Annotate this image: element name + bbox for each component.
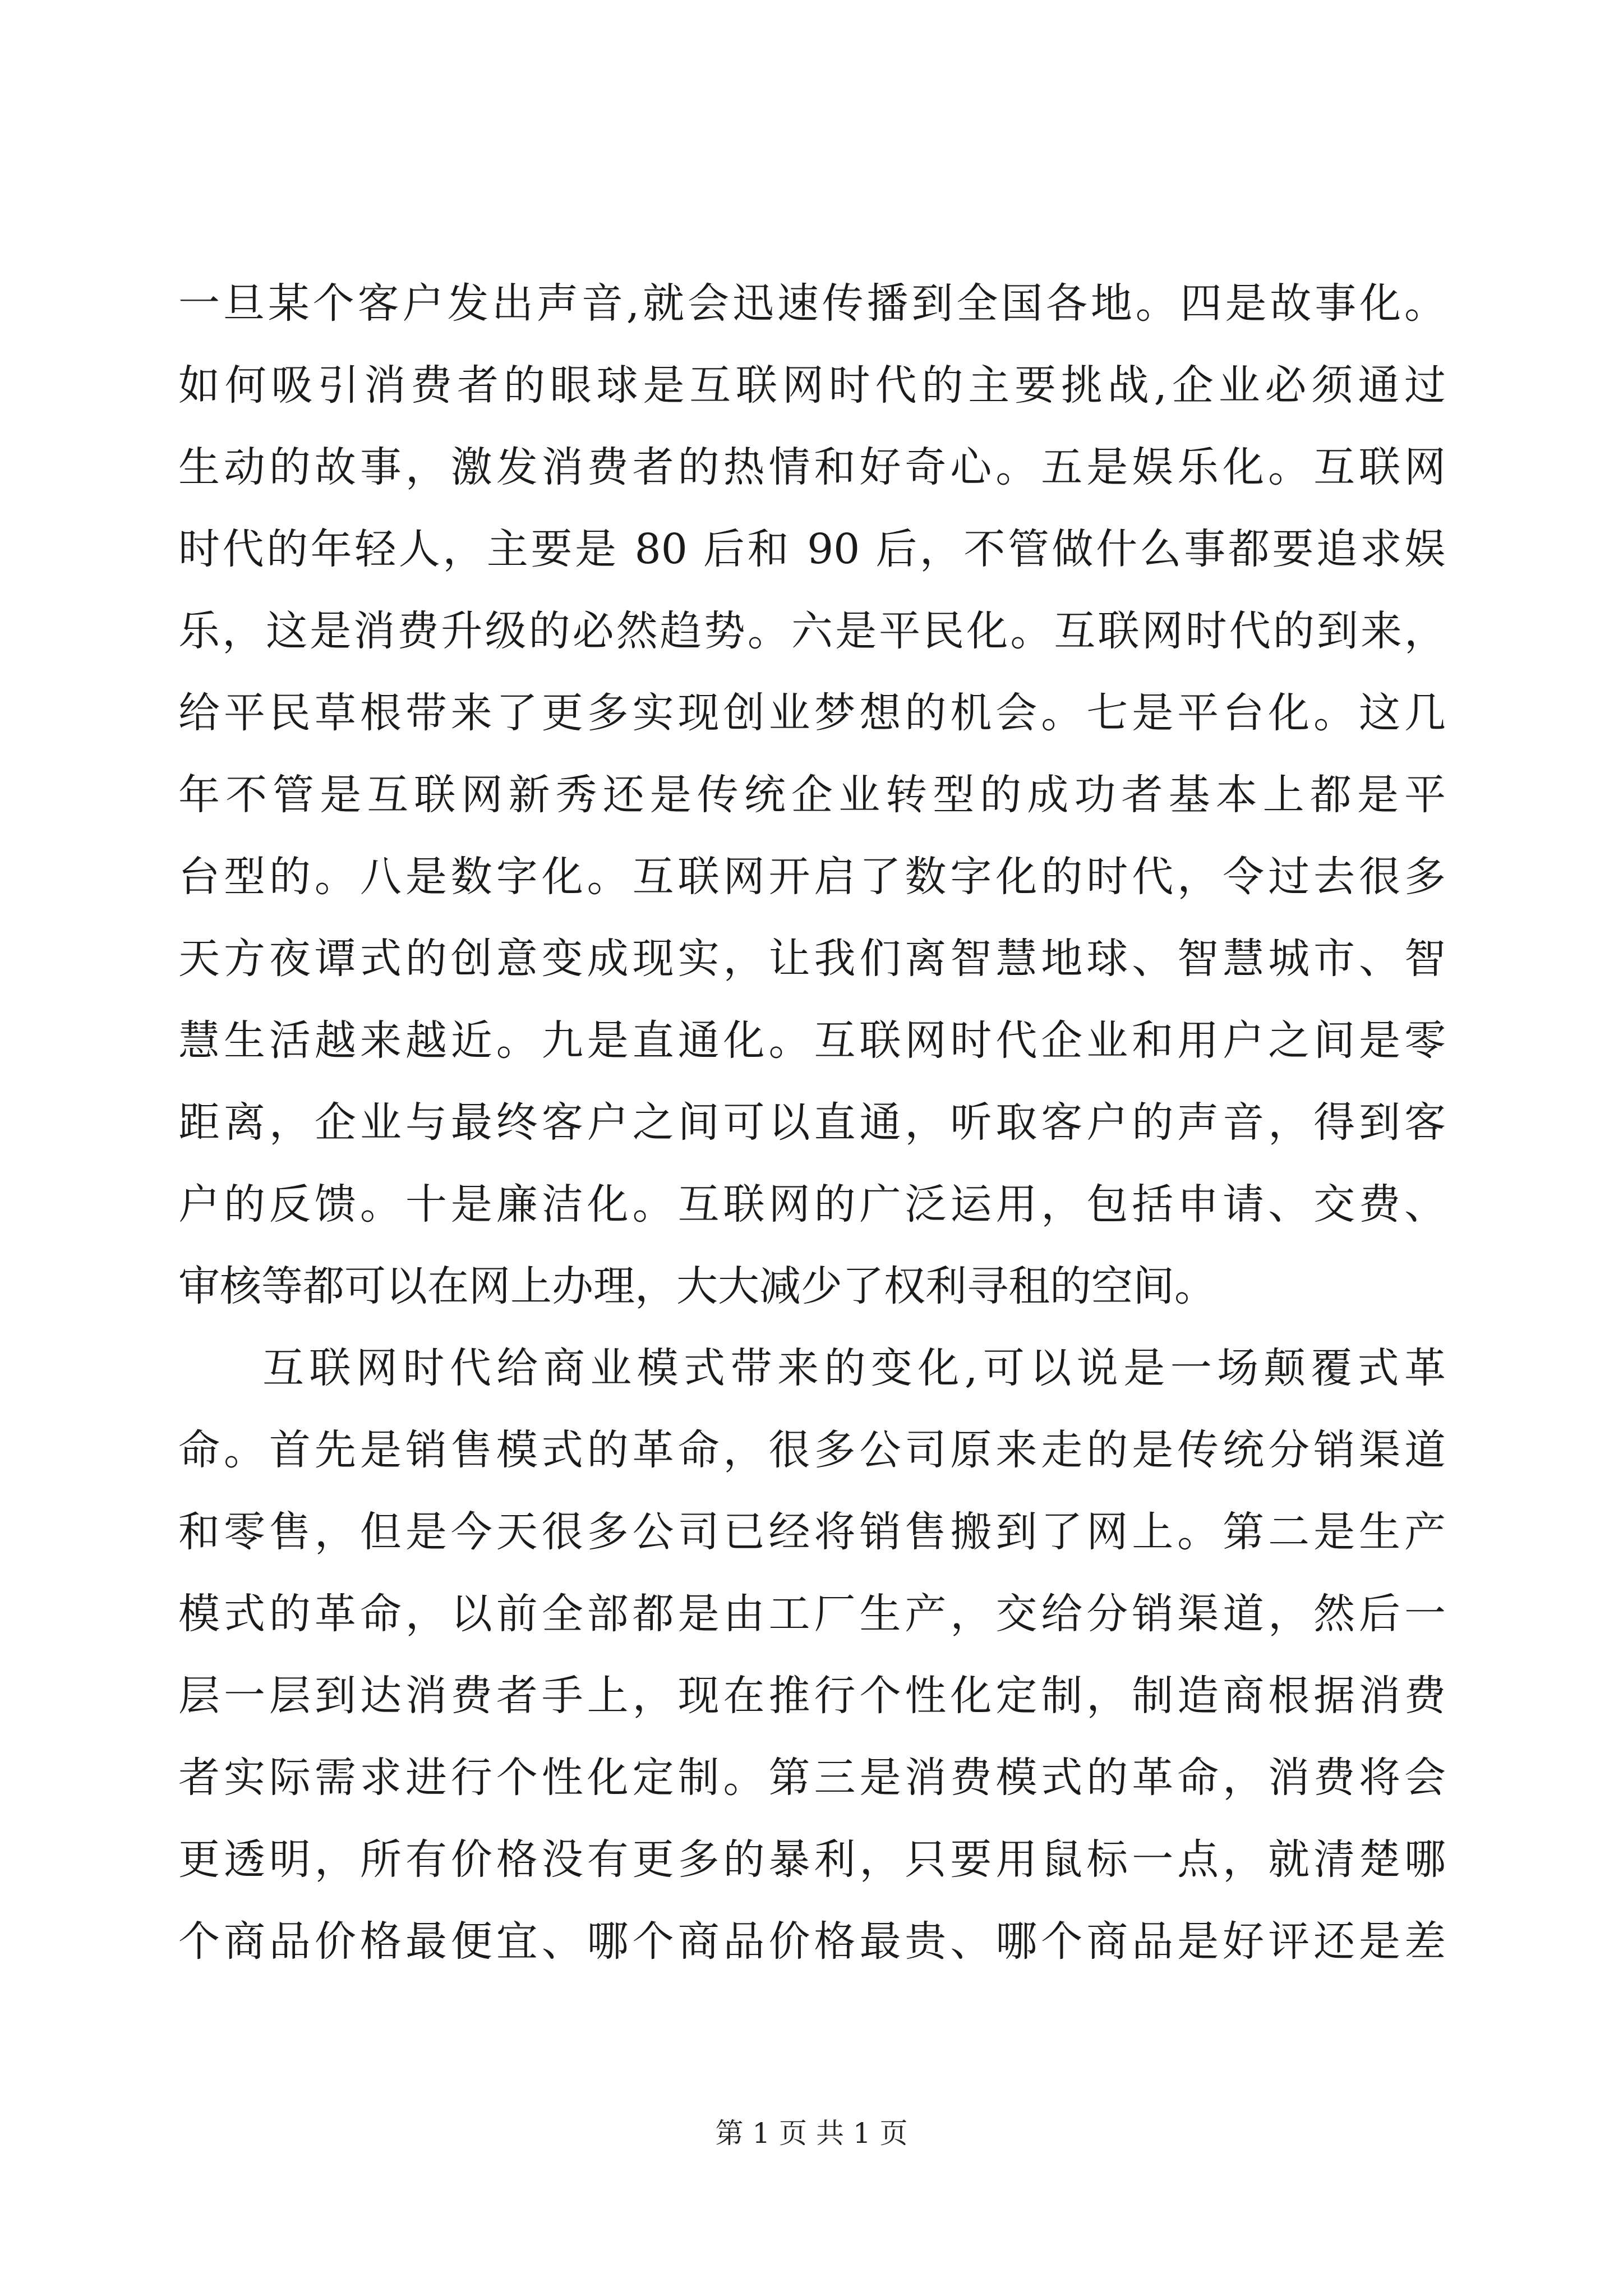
text-line: 乐，这是消费升级的必然趋势。六是平民化。互联网时代的到来，: [178, 607, 1446, 655]
paragraph-1: [178, 263, 1446, 1327]
text-line: 时代的年轻人，主要是 80 后和 90 后，不管做什么事都要追求娱: [178, 525, 1446, 573]
text-line: 互联网时代给商业模式带来的变化,可以说是一场颠覆式革: [262, 1344, 1446, 1392]
text-line: 命。首先是销售模式的革命，很多公司原来走的是传统分销渠道: [178, 1426, 1446, 1474]
text-line: 生动的故事，激发消费者的热情和好奇心。五是娱乐化。互联网: [178, 443, 1446, 491]
text-line: 一旦某个客户发出声音,就会迅速传播到全国各地。四是故事化。: [178, 279, 1446, 328]
text-line: 距离，企业与最终客户之间可以直通，听取客户的声音，得到客: [178, 1098, 1446, 1147]
document-body: [178, 263, 1446, 1982]
text-line: 和零售，但是今天很多公司已经将销售搬到了网上。第二是生产: [178, 1508, 1446, 1556]
page-number-label: 第 1 页 共 1 页: [715, 2117, 908, 2150]
text-line: 给平民草根带来了更多实现创业梦想的机会。七是平台化。这几: [178, 689, 1446, 737]
text-line: 户的反馈。十是廉洁化。互联网的广泛运用，包括申请、交费、: [178, 1180, 1446, 1228]
text-line: 台型的。八是数字化。互联网开启了数字化的时代，令过去很多: [178, 853, 1446, 901]
paragraph-2: [178, 1327, 1446, 1982]
text-line: 天方夜谭式的创意变成现实，让我们离智慧地球、智慧城市、智: [178, 935, 1446, 983]
page-footer: [0, 2114, 1623, 2153]
text-line: 更透明，所有价格没有更多的暴利，只要用鼠标一点，就清楚哪: [178, 1835, 1446, 1884]
text-line: 个商品价格最便宜、哪个商品价格最贵、哪个商品是好评还是差: [178, 1917, 1446, 1966]
text-line: 年不管是互联网新秀还是传统企业转型的成功者基本上都是平: [178, 771, 1446, 819]
text-line: 审核等都可以在网上办理，大大减少了权利寻租的空间。: [178, 1262, 1216, 1310]
text-line: 如何吸引消费者的眼球是互联网时代的主要挑战,企业必须通过: [178, 361, 1446, 409]
text-line: 模式的革命，以前全部都是由工厂生产，交给分销渠道，然后一: [178, 1590, 1446, 1638]
text-line: 慧生活越来越近。九是直通化。互联网时代企业和用户之间是零: [178, 1016, 1446, 1065]
text-line: 层一层到达消费者手上，现在推行个性化定制，制造商根据消费: [178, 1672, 1446, 1720]
text-line: 者实际需求进行个性化定制。第三是消费模式的革命，消费将会: [178, 1754, 1446, 1802]
